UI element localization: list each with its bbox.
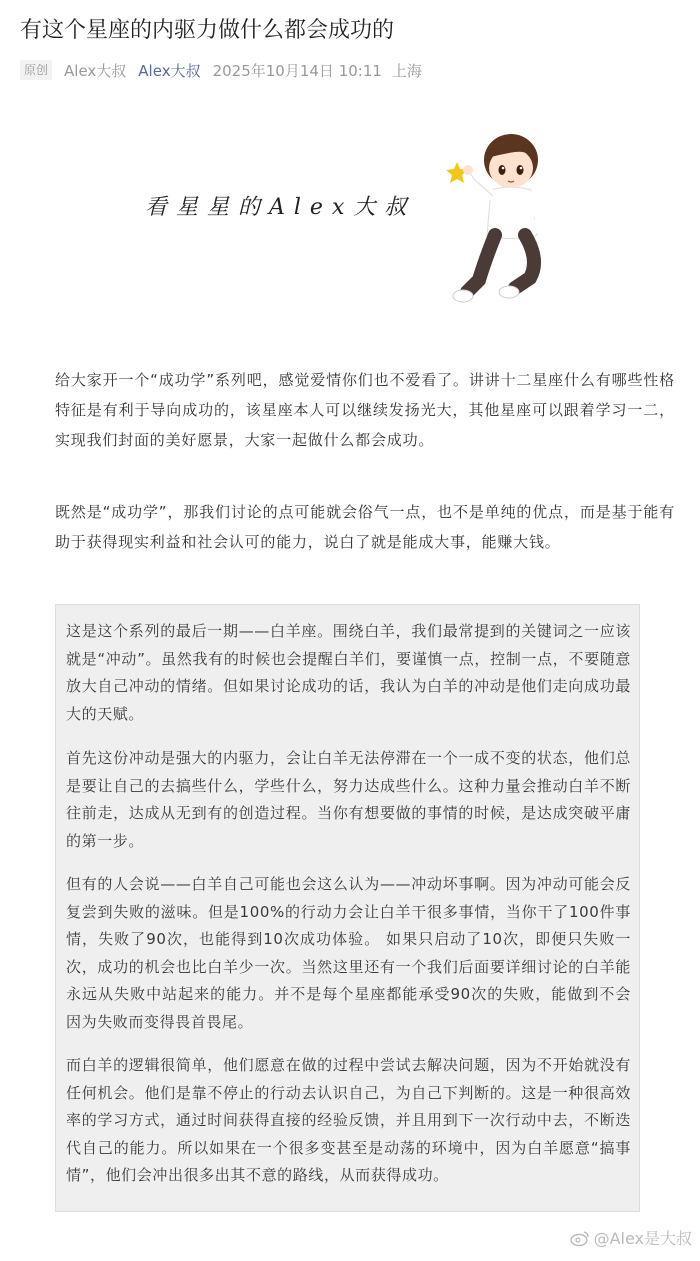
quote-paragraph: 但有的人会说——白羊自己可能也会这么认为——冲动坏事啊。因为冲动可能会反复尝到失败的滋味。但是100%的行动力会让白羊干很多事情，当你干了100件事情，失败了90次，也能得到10次成功体验。 如果只启动了10次，即便只失败一次，成功的机会也比白羊少一次。当然这里还有一个我们后面要详细讨论的白羊能永远从失败中站起来的能力。并不是每个星座都能承受90次的失败，能做到不会因为失败而变得畏首畏尾。 [66,875,631,1031]
author-name: Alex大叔 [64,61,127,80]
body-paragraph: 既然是“成功学”，那我们讨论的点可能就会俗气一点，也不是单纯的优点，而是基于能有助于获得现实利益和社会认可的能力，说白了就是能成大事，能赚大钱。 [55,503,675,551]
publish-location: 上海 [391,61,422,80]
publish-datetime: 2025年10月14日 10:11 [212,61,382,80]
intro-paragraph: 给大家开一个“成功学”系列吧，感觉爱情你们也不爱看了。讲讲十二星座什么有哪些性格特征是有利于导向成功的，该星座本人可以继续发扬光大，其他星座可以跟着学习一二，实现我们封面的美好愿景，大家一起做什么都会成功。 [55,371,675,449]
cover-banner [120,110,580,310]
quote-paragraph: 首先这份冲动是强大的内驱力，会让白羊无法停滞在一个一成不变的状态，他们总是要让自己的去搞些什么，学些什么，努力达成些什么。这种力量会推动白羊不断往前走，达成从无到有的创造过程。当你有想要做的事情的时候，是达成突破平庸的第一步。 [66,749,631,850]
watermark-text: @Alex是大叔 [593,1229,692,1248]
original-badge: 原创 [20,60,52,80]
weibo-watermark [570,1226,692,1249]
banner-caption: 看星星的Alex大叔 [145,195,416,220]
account-link[interactable]: Alex大叔 [138,61,201,80]
quote-paragraph: 而白羊的逻辑很简单，他们愿意在做的过程中尝试去解决问题，因为不开始就没有任何机会。他们是靠不停止的行动去认识自己，为自己下判断的。这是一种很高效率的学习方式，通过时间获得直接的经验反馈，并且用到下一次行动中去，不断迭代自己的能力。所以如果在一个很多变甚至是动荡的环境中，因为白羊愿意“搞事情”，他们会冲出很多出其不意的路线，从而获得成功。 [66,1056,631,1184]
quote-paragraph: 这是这个系列的最后一期——白羊座。围绕白羊，我们最常提到的关键词之一应该就是“冲动”。虽然我有的时候也会提醒白羊们，要谨慎一点，控制一点，不要随意放大自己冲动的情绪。但如果讨论成功的话，我认为白羊的冲动是他们走向成功最大的天赋。 [66,622,631,723]
article-title: 有这个星座的内驱力做什么都会成功的 [20,18,395,43]
weibo-icon [570,1230,590,1246]
quote-block [55,604,640,1212]
cartoon-character-illustration [445,110,575,310]
article-meta [20,58,422,82]
